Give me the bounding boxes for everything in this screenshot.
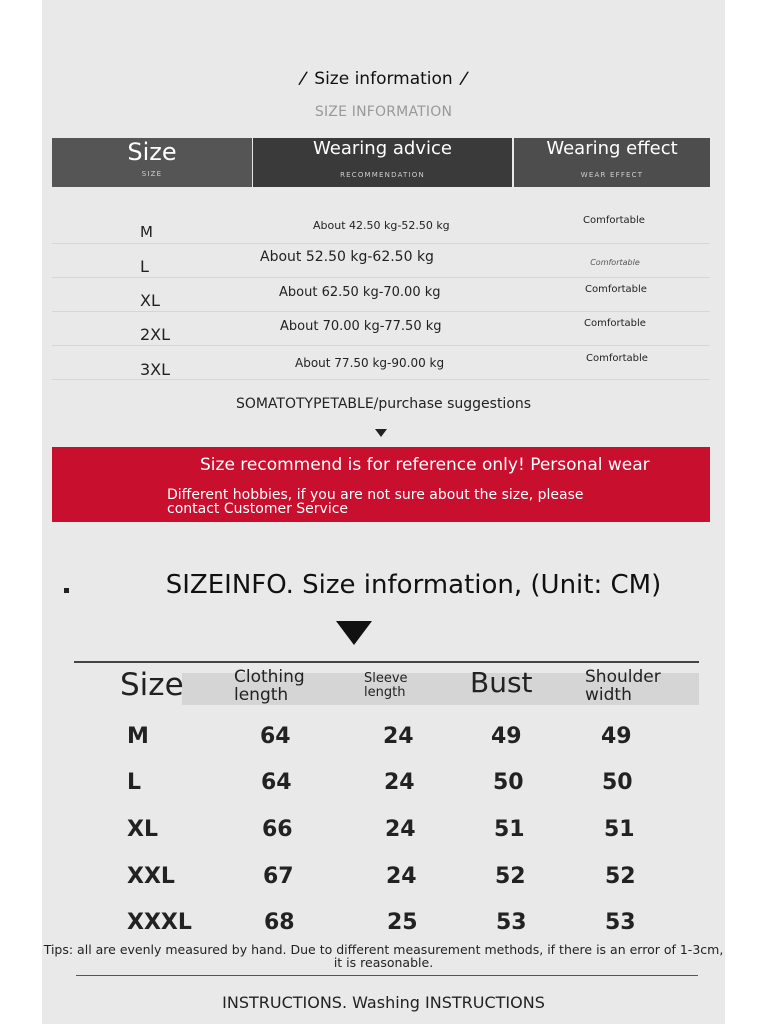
col-header-sleeve-length: Sleeve length — [364, 671, 408, 700]
triangle-down-icon — [375, 429, 387, 437]
row-size: 2XL — [140, 325, 171, 344]
cell-sleeve-length: 24 — [384, 770, 415, 795]
row-effect: Comfortable — [584, 318, 646, 329]
col-header-bust: Bust — [470, 666, 533, 699]
size-row-2xl — [52, 312, 710, 346]
size-row-3xl — [52, 346, 710, 380]
cell-bust: 49 — [491, 724, 522, 749]
row-advice: About 62.50 kg-70.00 kg — [279, 285, 441, 300]
cell-size: XL — [127, 817, 158, 842]
header-effect-sub: WEAR EFFECT — [580, 171, 644, 179]
row-size: 3XL — [140, 360, 171, 379]
col-header-shoulder-width: Shoulder width — [585, 667, 661, 705]
header-advice-sub: RECOMMENDATION — [340, 171, 425, 179]
section-title-text: Size information — [314, 69, 453, 89]
cell-shoulder-width: 49 — [601, 724, 632, 749]
triangle-down-large-icon — [336, 621, 372, 645]
section-subtitle: SIZE INFORMATION — [314, 104, 453, 120]
cell-bust: 53 — [496, 910, 527, 935]
cell-clothing-length: 68 — [264, 910, 295, 935]
table-top-rule — [74, 661, 699, 663]
measure-row-l — [42, 770, 725, 816]
cell-sleeve-length: 24 — [385, 817, 416, 842]
measure-row-xl — [42, 817, 725, 863]
row-effect: Comfortable — [590, 258, 640, 267]
cell-bust: 51 — [494, 817, 525, 842]
cell-size: XXXL — [127, 910, 192, 935]
header-size-sub: SIZE — [141, 170, 163, 178]
row-effect: Comfortable — [585, 284, 647, 295]
row-advice: About 52.50 kg-62.50 kg — [260, 249, 434, 265]
row-size: L — [140, 257, 149, 276]
cell-sleeve-length: 24 — [383, 724, 414, 749]
measure-row-xxl — [42, 864, 725, 910]
measure-row-m — [42, 724, 725, 770]
header-effect-label: Wearing effect — [546, 138, 678, 159]
size-info-title: SIZEINFO. Size information, (Unit: CM) — [165, 570, 662, 600]
cell-shoulder-width: 51 — [604, 817, 635, 842]
row-size: XL — [140, 291, 160, 310]
row-size: M — [140, 223, 153, 241]
header-wearing-effect — [514, 138, 710, 187]
row-effect: Comfortable — [586, 353, 648, 364]
measurement-tips: Tips: all are evenly measured by hand. Due to different measurement methods, if there is an error of 1-3cm, it is reasonable. — [43, 942, 724, 970]
cell-clothing-length: 64 — [261, 770, 292, 795]
header-size-label: Size — [127, 138, 177, 166]
cell-size: XXL — [127, 864, 175, 889]
row-divider — [52, 379, 710, 380]
cell-shoulder-width: 50 — [602, 770, 633, 795]
col-header-size: Size — [120, 667, 184, 703]
washing-instructions-heading: INSTRUCTIONS. Washing INSTRUCTIONS — [222, 993, 545, 1012]
header-advice-label: Wearing advice — [313, 138, 452, 159]
cell-shoulder-width: 53 — [605, 910, 636, 935]
row-advice: About 42.50 kg-52.50 kg — [313, 219, 450, 232]
row-advice: About 70.00 kg-77.50 kg — [280, 319, 442, 334]
section-title — [42, 68, 725, 89]
cell-size: L — [127, 770, 142, 795]
header-size — [52, 138, 252, 187]
size-chart-page — [42, 0, 725, 1024]
header-wearing-advice — [253, 138, 512, 187]
notice-line-1: Size recommend is for reference only! Personal wear — [200, 455, 650, 475]
title-slash-left: / — [297, 67, 309, 90]
cell-size: M — [127, 724, 149, 749]
cell-sleeve-length: 25 — [387, 910, 418, 935]
cell-bust: 50 — [493, 770, 524, 795]
cell-clothing-length: 66 — [262, 817, 293, 842]
row-advice: About 77.50 kg-90.00 kg — [295, 356, 445, 370]
notice-banner — [52, 447, 710, 522]
col-header-clothing-length: Clothing length — [234, 667, 305, 705]
row-effect: Comfortable — [583, 215, 645, 226]
notice-line-2: Different hobbies, if you are not sure about the size, please contact Customer Service — [167, 487, 584, 517]
somatotype-caption: SOMATOTYPETABLE/purchase suggestions — [235, 396, 532, 412]
size-row-m — [52, 210, 710, 244]
bottom-rule — [76, 975, 698, 976]
cell-clothing-length: 67 — [263, 864, 294, 889]
cell-sleeve-length: 24 — [386, 864, 417, 889]
cell-clothing-length: 64 — [260, 724, 291, 749]
size-row-l — [52, 244, 710, 278]
cell-bust: 52 — [495, 864, 526, 889]
size-row-xl — [52, 278, 710, 312]
cell-shoulder-width: 52 — [605, 864, 636, 889]
title-slash-right: / — [458, 67, 470, 90]
